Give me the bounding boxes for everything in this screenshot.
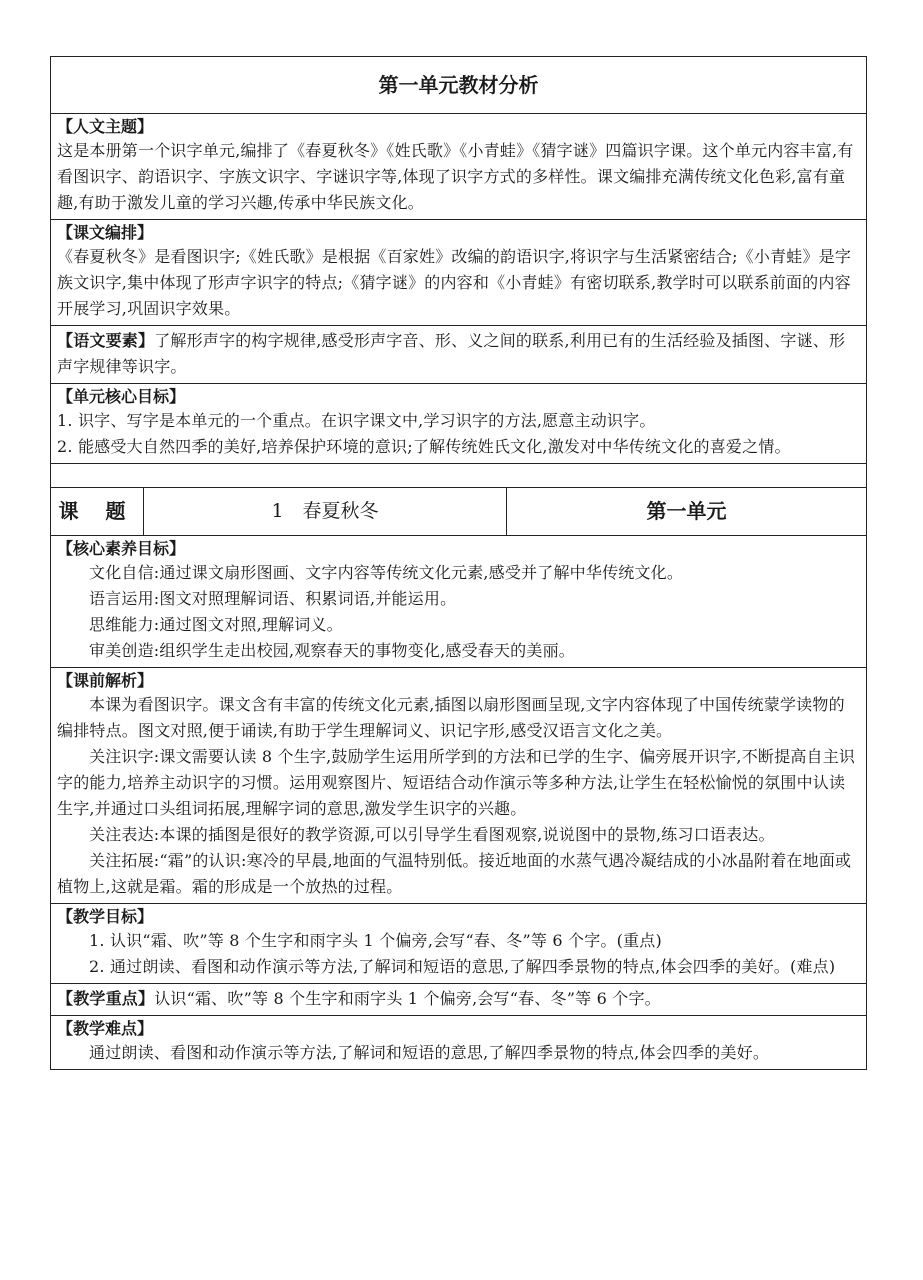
- section-jiaoxue: [50, 904, 867, 984]
- lesson-plan-table: [50, 56, 867, 1070]
- section-text: 了解形声字的构字规律,感受形声字音、形、义之间的联系,利用已有的生活经验及插图、字谜、形声字规律等识字。: [57, 331, 846, 376]
- lesson-header-row: [50, 488, 867, 536]
- lesson-label: 课 题: [51, 488, 144, 535]
- list-item: 文化自信:通过课文扇形图画、文字内容等传统文化元素,感受并了解中华传统文化。: [89, 563, 684, 582]
- blank-row: [50, 464, 867, 488]
- list-item: 关注识字:课文需要认读 8 个生字,鼓励学生运用所学到的方法和已学的生字、偏旁展开识字,不断提高自主识字的能力,培养主动识字的习惯。运用观察图片、短语结合动作演示等多种方法,让学生在轻松愉悦的氛围中认读生字,并通过口头组词拓展,理解字词的意思,激发学生识字的兴趣。: [57, 747, 856, 818]
- list-item: 1. 认识“霜、吹”等 8 个生字和雨字头 1 个偏旁,会写“春、冬”等 6 个字。(重点): [89, 931, 662, 950]
- section-text: 通过朗读、看图和动作演示等方法,了解词和短语的意思,了解四季景物的特点,体会四季的美好。: [89, 1043, 770, 1062]
- list-item: 思维能力:通过图文对照,理解词义。: [89, 615, 343, 634]
- section-renwen: [50, 114, 867, 220]
- section-kewen: [50, 220, 867, 326]
- lesson-unit: 第一单元: [646, 499, 727, 523]
- list-item: 1. 识字、写字是本单元的一个重点。在识字课文中,学习识字的方法,愿意主动识字。: [57, 411, 656, 430]
- lesson-name: 1 春夏秋冬: [144, 488, 507, 535]
- list-item: 本课为看图识字。课文含有丰富的传统文化元素,插图以扇形图画呈现,文字内容体现了中国传统蒙学读物的编排特点。图文对照,便于诵读,有助于学生理解词义、识记字形,感受汉语言文化之美。: [57, 695, 845, 740]
- section-heading: 【教学目标】: [57, 907, 154, 926]
- section-zhongdian: [50, 984, 867, 1016]
- section-keqian: [50, 668, 867, 904]
- section-text: 这是本册第一个识字单元,编排了《春夏秋冬》《姓氏歌》《小青蛙》《猜字谜》四篇识字课。这个单元内容丰富,有看图识字、韵语识字、字族文识字、字谜识字等,体现了识字方式的多样性。课文编排充满传统文化色彩,富有童趣,有助于激发儿童的学习兴趣,传承中华民族文化。: [57, 141, 854, 212]
- list-item: 2. 能感受大自然四季的美好,培养保护环境的意识;了解传统姓氏文化,激发对中华传统文化的喜爱之情。: [57, 437, 791, 456]
- list-item: 审美创造:组织学生走出校园,观察春天的事物变化,感受春天的美丽。: [89, 641, 575, 660]
- section-heading: 【课文编排】: [57, 223, 154, 242]
- section-text: 认识“霜、吹”等 8 个生字和雨字头 1 个偏旁,会写“春、冬”等 6 个字。: [154, 989, 661, 1008]
- section-heading: 【核心素养目标】: [57, 539, 186, 558]
- section-heading: 【语文要素】: [57, 331, 155, 350]
- section-heading: 【人文主题】: [57, 117, 154, 136]
- section-heading: 【单元核心目标】: [57, 387, 186, 406]
- section-heading: 【教学重点】: [57, 989, 155, 1008]
- section-nandian: [50, 1016, 867, 1070]
- page-title: 第一单元教材分析: [50, 56, 867, 114]
- list-item: 关注表达:本课的插图是很好的教学资源,可以引导学生看图观察,说说图中的景物,练习口语表达。: [89, 825, 775, 844]
- list-item: 语言运用:图文对照理解词语、积累词语,并能运用。: [89, 589, 457, 608]
- section-hexin: [50, 536, 867, 668]
- section-heading: 【教学难点】: [57, 1019, 154, 1038]
- section-danyuan: [50, 384, 867, 464]
- section-yuwen: [50, 326, 867, 384]
- section-text: 《春夏秋冬》是看图识字;《姓氏歌》是根据《百家姓》改编的韵语识字,将识字与生活紧密结合;《小青蛙》是字族文识字,集中体现了形声字识字的特点;《猜字谜》的内容和《小青蛙》有密切联系,教学时可以联系前面的内容开展学习,巩固识字效果。: [57, 247, 852, 318]
- list-item: 关注拓展:“霜”的认识:寒冷的早晨,地面的气温特别低。接近地面的水蒸气遇冷凝结成的小冰晶附着在地面或植物上,这就是霜。霜的形成是一个放热的过程。: [57, 851, 852, 896]
- section-heading: 【课前解析】: [57, 671, 154, 690]
- list-item: 2. 通过朗读、看图和动作演示等方法,了解词和短语的意思,了解四季景物的特点,体会四季的美好。(难点): [89, 957, 836, 976]
